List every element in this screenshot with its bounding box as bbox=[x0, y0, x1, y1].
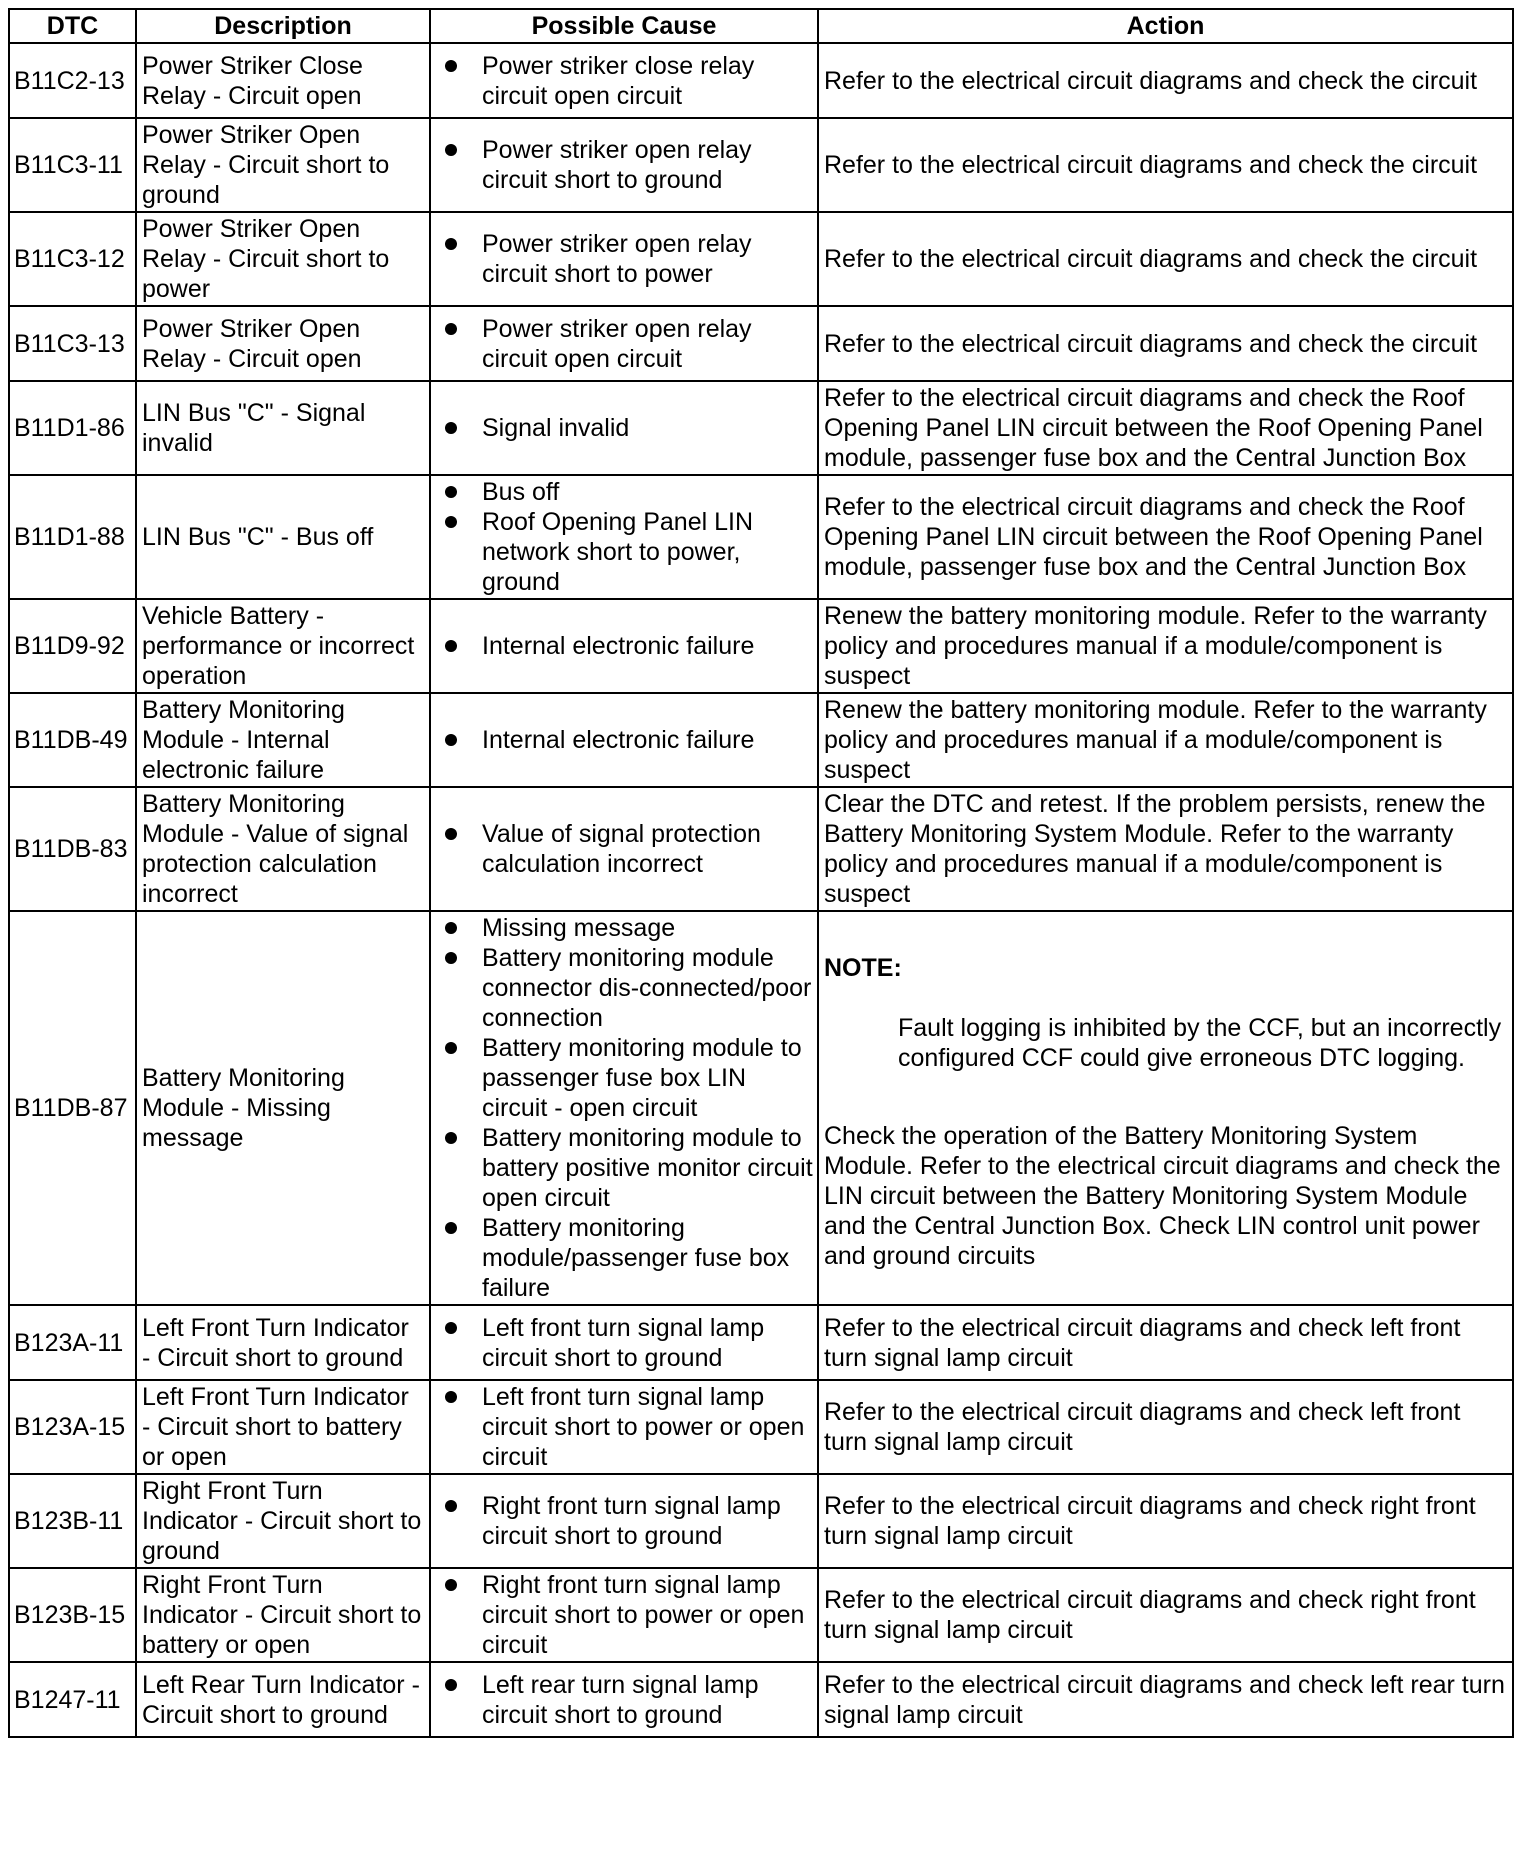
possible-cause-list bbox=[445, 1570, 813, 1660]
table-row bbox=[9, 1662, 1513, 1737]
possible-cause-list bbox=[445, 1382, 813, 1472]
possible-cause-item: Left front turn signal lamp circuit short to ground bbox=[445, 1313, 813, 1373]
dtc-description: Left Rear Turn Indicator - Circuit short to ground bbox=[136, 1662, 430, 1737]
action-cell bbox=[818, 212, 1513, 306]
possible-cause-list bbox=[445, 631, 813, 661]
action-cell bbox=[818, 1568, 1513, 1662]
dtc-description: Battery Monitoring Module - Missing message bbox=[136, 911, 430, 1305]
action-text: Refer to the electrical circuit diagrams and check right front turn signal lamp circuit bbox=[824, 1586, 1476, 1644]
table-row bbox=[9, 1305, 1513, 1380]
header-action: Action bbox=[818, 9, 1513, 43]
possible-cause-item: Power striker open relay circuit short to power bbox=[445, 229, 813, 289]
table-row bbox=[9, 1474, 1513, 1568]
action-text: Clear the DTC and retest. If the problem persists, renew the Battery Monitoring System Module. Refer to the warranty policy and procedures manual if a module/component is suspect bbox=[824, 790, 1486, 908]
possible-cause-item: Value of signal protection calculation incorrect bbox=[445, 819, 813, 879]
dtc-code: B11DB-83 bbox=[9, 787, 136, 911]
action-text: Renew the battery monitoring module. Refer to the warranty policy and procedures manual if a module/component is suspect bbox=[824, 602, 1487, 690]
dtc-code: B11C3-12 bbox=[9, 212, 136, 306]
table-row bbox=[9, 306, 1513, 381]
possible-cause-list bbox=[445, 229, 813, 289]
possible-cause-item: Roof Opening Panel LIN network short to power, ground bbox=[445, 507, 813, 597]
possible-cause-item: Battery monitoring module connector dis-connected/poor connection bbox=[445, 943, 813, 1033]
table-body bbox=[9, 43, 1513, 1737]
dtc-code: B123A-11 bbox=[9, 1305, 136, 1380]
possible-cause-cell bbox=[430, 911, 818, 1305]
possible-cause-item: Power striker open relay circuit open circuit bbox=[445, 314, 813, 374]
possible-cause-cell bbox=[430, 1380, 818, 1474]
table-row bbox=[9, 787, 1513, 911]
action-text: Refer to the electrical circuit diagrams and check left front turn signal lamp circuit bbox=[824, 1398, 1461, 1456]
dtc-description: Right Front Turn Indicator - Circuit short to battery or open bbox=[136, 1568, 430, 1662]
action-text: Refer to the electrical circuit diagrams and check the circuit bbox=[824, 329, 1478, 358]
possible-cause-cell bbox=[430, 1662, 818, 1737]
possible-cause-item: Signal invalid bbox=[445, 413, 813, 443]
action-text: Refer to the electrical circuit diagrams and check left front turn signal lamp circuit bbox=[824, 1313, 1461, 1372]
header-row bbox=[9, 9, 1513, 43]
note-text: Fault logging is inhibited by the CCF, but an incorrectly configured CCF could give erroneous DTC logging. bbox=[898, 1014, 1502, 1072]
possible-cause-list bbox=[445, 913, 813, 1303]
dtc-description: Battery Monitoring Module - Value of signal protection calculation incorrect bbox=[136, 787, 430, 911]
note-heading: NOTE: bbox=[824, 954, 902, 982]
action-text: Refer to the electrical circuit diagrams and check the Roof Opening Panel LIN circuit between the Roof Opening Panel module, passenger fuse box and the Central Junction Box bbox=[824, 384, 1483, 472]
possible-cause-item: Battery monitoring module/passenger fuse box failure bbox=[445, 1213, 813, 1303]
action-cell bbox=[818, 1380, 1513, 1474]
table-row bbox=[9, 1568, 1513, 1662]
dtc-code: B11DB-87 bbox=[9, 911, 136, 1305]
dtc-description: LIN Bus "C" - Signal invalid bbox=[136, 381, 430, 475]
table-row bbox=[9, 693, 1513, 787]
possible-cause-cell bbox=[430, 1305, 818, 1380]
header-description: Description bbox=[136, 9, 430, 43]
possible-cause-item: Battery monitoring module to battery positive monitor circuit open circuit bbox=[445, 1123, 813, 1213]
possible-cause-list bbox=[445, 725, 813, 755]
dtc-description: Left Front Turn Indicator - Circuit short to battery or open bbox=[136, 1380, 430, 1474]
action-cell bbox=[818, 693, 1513, 787]
dtc-table bbox=[8, 8, 1514, 1738]
possible-cause-list bbox=[445, 1313, 813, 1373]
dtc-description: Power Striker Open Relay - Circuit short to power bbox=[136, 212, 430, 306]
dtc-code: B123B-11 bbox=[9, 1474, 136, 1568]
possible-cause-item: Internal electronic failure bbox=[445, 725, 813, 755]
action-cell bbox=[818, 118, 1513, 212]
dtc-description: Power Striker Open Relay - Circuit open bbox=[136, 306, 430, 381]
action-cell bbox=[818, 1474, 1513, 1568]
possible-cause-cell bbox=[430, 381, 818, 475]
dtc-description: Power Striker Close Relay - Circuit open bbox=[136, 43, 430, 118]
possible-cause-cell bbox=[430, 118, 818, 212]
action-text: Refer to the electrical circuit diagrams and check the circuit bbox=[824, 151, 1478, 179]
possible-cause-list bbox=[445, 51, 813, 111]
action-cell bbox=[818, 787, 1513, 911]
dtc-code: B11C3-13 bbox=[9, 306, 136, 381]
possible-cause-cell bbox=[430, 43, 818, 118]
dtc-code: B11D1-88 bbox=[9, 475, 136, 599]
possible-cause-item: Right front turn signal lamp circuit short to ground bbox=[445, 1491, 813, 1551]
action-text: Refer to the electrical circuit diagrams and check the circuit bbox=[824, 245, 1478, 273]
action-text: Refer to the electrical circuit diagrams and check the circuit bbox=[824, 66, 1478, 95]
possible-cause-item: Right front turn signal lamp circuit short to power or open circuit bbox=[445, 1570, 813, 1660]
dtc-description: Power Striker Open Relay - Circuit short to ground bbox=[136, 118, 430, 212]
dtc-code: B11C3-11 bbox=[9, 118, 136, 212]
dtc-code: B11D1-86 bbox=[9, 381, 136, 475]
possible-cause-cell bbox=[430, 1474, 818, 1568]
possible-cause-cell bbox=[430, 1568, 818, 1662]
action-cell bbox=[818, 1305, 1513, 1380]
action-cell bbox=[818, 306, 1513, 381]
action-cell bbox=[818, 475, 1513, 599]
possible-cause-list bbox=[445, 314, 813, 374]
possible-cause-cell bbox=[430, 306, 818, 381]
action-text: Refer to the electrical circuit diagrams and check the Roof Opening Panel LIN circuit between the Roof Opening Panel module, passenger fuse box and the Central Junction Box bbox=[824, 493, 1483, 581]
dtc-description: Battery Monitoring Module - Internal electronic failure bbox=[136, 693, 430, 787]
dtc-code: B11C2-13 bbox=[9, 43, 136, 118]
action-cell bbox=[818, 43, 1513, 118]
action-cell bbox=[818, 381, 1513, 475]
possible-cause-cell bbox=[430, 693, 818, 787]
possible-cause-list bbox=[445, 135, 813, 195]
possible-cause-item: Battery monitoring module to passenger fuse box LIN circuit - open circuit bbox=[445, 1033, 813, 1123]
possible-cause-item: Left rear turn signal lamp circuit short to ground bbox=[445, 1670, 813, 1730]
table-row bbox=[9, 43, 1513, 118]
dtc-description: LIN Bus "C" - Bus off bbox=[136, 475, 430, 599]
possible-cause-cell bbox=[430, 475, 818, 599]
possible-cause-cell bbox=[430, 599, 818, 693]
possible-cause-item: Internal electronic failure bbox=[445, 631, 813, 661]
action-text: Refer to the electrical circuit diagrams and check left rear turn signal lamp circuit bbox=[824, 1670, 1505, 1729]
header-possible-cause: Possible Cause bbox=[430, 9, 818, 43]
possible-cause-item: Bus off bbox=[445, 477, 813, 507]
dtc-code: B123A-15 bbox=[9, 1380, 136, 1474]
table-row bbox=[9, 118, 1513, 212]
dtc-code: B11DB-49 bbox=[9, 693, 136, 787]
table-row bbox=[9, 475, 1513, 599]
possible-cause-cell bbox=[430, 787, 818, 911]
action-text: Refer to the electrical circuit diagrams and check right front turn signal lamp circuit bbox=[824, 1492, 1476, 1550]
action-text: Renew the battery monitoring module. Refer to the warranty policy and procedures manual if a module/component is suspect bbox=[824, 696, 1487, 784]
possible-cause-item: Power striker open relay circuit short to ground bbox=[445, 135, 813, 195]
action-cell bbox=[818, 1662, 1513, 1737]
action-cell bbox=[818, 599, 1513, 693]
dtc-code: B123B-15 bbox=[9, 1568, 136, 1662]
possible-cause-list bbox=[445, 413, 813, 443]
dtc-description: Left Front Turn Indicator - Circuit short to ground bbox=[136, 1305, 430, 1380]
header-dtc: DTC bbox=[9, 9, 136, 43]
table-row bbox=[9, 381, 1513, 475]
possible-cause-item: Power striker close relay circuit open circuit bbox=[445, 51, 813, 111]
table-row bbox=[9, 911, 1513, 1305]
dtc-description: Vehicle Battery - performance or incorrect operation bbox=[136, 599, 430, 693]
dtc-description: Right Front Turn Indicator - Circuit short to ground bbox=[136, 1474, 430, 1568]
possible-cause-cell bbox=[430, 212, 818, 306]
action-cell bbox=[818, 911, 1513, 1305]
dtc-code: B11D9-92 bbox=[9, 599, 136, 693]
table-row bbox=[9, 212, 1513, 306]
action-text: Check the operation of the Battery Monitoring System Module. Refer to the electrical circuit diagrams and check the LIN circuit between the Battery Monitoring System Module and the Central Junction Box. Check LIN control unit power and ground circuits bbox=[824, 1122, 1501, 1270]
dtc-code: B1247-11 bbox=[9, 1662, 136, 1737]
table-row bbox=[9, 599, 1513, 693]
table-row bbox=[9, 1380, 1513, 1474]
possible-cause-item: Left front turn signal lamp circuit short to power or open circuit bbox=[445, 1382, 813, 1472]
possible-cause-list bbox=[445, 477, 813, 597]
possible-cause-item: Missing message bbox=[445, 913, 813, 943]
possible-cause-list bbox=[445, 1491, 813, 1551]
possible-cause-list bbox=[445, 1670, 813, 1730]
possible-cause-list bbox=[445, 819, 813, 879]
